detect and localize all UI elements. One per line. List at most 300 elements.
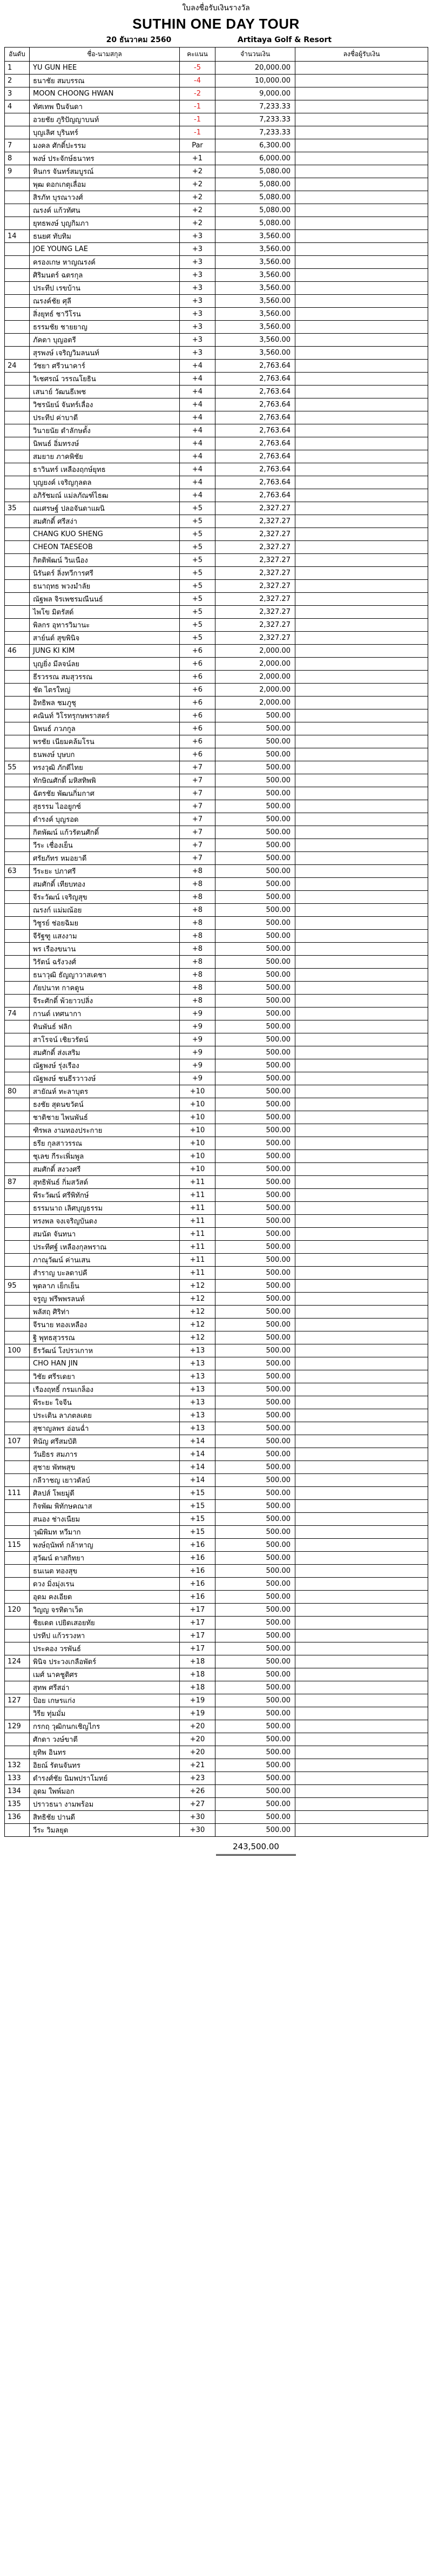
rank-cell: [5, 1202, 30, 1215]
rank-cell: 129: [5, 1720, 30, 1733]
signature-cell[interactable]: [295, 1422, 428, 1435]
signature-cell[interactable]: [295, 1785, 428, 1798]
signature-cell[interactable]: [295, 1746, 428, 1759]
rank-cell: [5, 1552, 30, 1565]
table-row: [5, 1785, 428, 1798]
signature-cell[interactable]: [295, 1267, 428, 1280]
player-name-cell: ป้อย เกษรแก่ง: [30, 1694, 180, 1707]
signature-cell[interactable]: [295, 126, 428, 139]
table-row: [5, 75, 428, 87]
signature-cell[interactable]: [295, 152, 428, 165]
signature-cell[interactable]: [295, 645, 428, 658]
player-name-cell: ธนยศ ทับทิม: [30, 230, 180, 243]
signature-cell[interactable]: [295, 1642, 428, 1655]
signature-cell[interactable]: [295, 1396, 428, 1409]
prize-amount-cell: 500.00: [215, 1344, 295, 1357]
table-row: [5, 334, 428, 347]
player-name-cell: ประทีป ค่าบาดี: [30, 411, 180, 424]
signature-cell[interactable]: [295, 398, 428, 411]
signature-cell[interactable]: [295, 1526, 428, 1539]
table-row: [5, 450, 428, 463]
player-name-cell: ณรงค์ชัย ศุลี: [30, 295, 180, 308]
prize-amount-cell: 2,000.00: [215, 671, 295, 684]
prize-amount-cell: 500.00: [215, 1189, 295, 1202]
signature-cell[interactable]: [295, 437, 428, 450]
prize-amount-cell: 5,080.00: [215, 165, 295, 178]
player-name-cell: วันยิธร สมภาร: [30, 1448, 180, 1461]
prize-amount-cell: 500.00: [215, 1111, 295, 1124]
rank-cell: [5, 554, 30, 567]
rank-cell: 8: [5, 152, 30, 165]
signature-cell[interactable]: [295, 100, 428, 113]
signature-cell[interactable]: [295, 735, 428, 748]
score-cell: +30: [180, 1824, 215, 1837]
player-name-cell: วิชัย ศรีรเดยา: [30, 1370, 180, 1383]
signature-cell[interactable]: [295, 502, 428, 515]
signature-cell[interactable]: [295, 411, 428, 424]
signature-cell[interactable]: [295, 1668, 428, 1681]
signature-cell[interactable]: [295, 528, 428, 541]
signature-cell[interactable]: [295, 1474, 428, 1487]
signature-cell[interactable]: [295, 1111, 428, 1124]
prize-amount-cell: 500.00: [215, 1785, 295, 1798]
table-row: [5, 1319, 428, 1331]
rank-cell: [5, 386, 30, 398]
score-cell: +5: [180, 528, 215, 541]
signature-cell[interactable]: [295, 282, 428, 295]
score-cell: +4: [180, 411, 215, 424]
signature-cell[interactable]: [295, 321, 428, 334]
signature-cell[interactable]: [295, 839, 428, 852]
signature-cell[interactable]: [295, 1124, 428, 1137]
table-row: [5, 813, 428, 826]
prize-amount-cell: 500.00: [215, 1280, 295, 1293]
score-cell: +3: [180, 269, 215, 282]
rank-cell: [5, 1513, 30, 1526]
rank-cell: [5, 437, 30, 450]
table-row: [5, 295, 428, 308]
signature-cell[interactable]: [295, 256, 428, 269]
player-name-cell: ประทีศฐ์ เหลืองกุลพราณ: [30, 1241, 180, 1254]
rank-cell: 63: [5, 865, 30, 878]
score-cell: +12: [180, 1280, 215, 1293]
prize-amount-cell: 3,560.00: [215, 243, 295, 256]
rank-cell: 134: [5, 1785, 30, 1798]
table-row: [5, 606, 428, 619]
signature-cell[interactable]: [295, 800, 428, 813]
signature-cell[interactable]: [295, 1319, 428, 1331]
score-cell: +2: [180, 204, 215, 217]
signature-cell[interactable]: [295, 1487, 428, 1500]
player-name-cell: บุญยงค์ เจริญกุลดล: [30, 476, 180, 489]
rank-cell: [5, 373, 30, 386]
player-name-cell: ศิลปส์ โพยมู่ดี: [30, 1487, 180, 1500]
rank-cell: [5, 878, 30, 891]
table-row: [5, 1344, 428, 1357]
rank-cell: [5, 735, 30, 748]
signature-cell[interactable]: [295, 1759, 428, 1772]
prize-amount-cell: 2,763.64: [215, 386, 295, 398]
signature-cell[interactable]: [295, 1630, 428, 1642]
signature-cell[interactable]: [295, 1500, 428, 1513]
prize-table: [4, 47, 428, 1837]
signature-cell[interactable]: [295, 684, 428, 697]
prize-amount-cell: 2,000.00: [215, 684, 295, 697]
signature-cell[interactable]: [295, 1681, 428, 1694]
player-name-cell: ศรัยภัทร หมอยาดี: [30, 852, 180, 865]
rank-cell: [5, 684, 30, 697]
player-name-cell: ธีรวรรณ สมสุวรรณ: [30, 671, 180, 684]
table-row: [5, 1474, 428, 1487]
table-row: [5, 165, 428, 178]
signature-cell[interactable]: [295, 75, 428, 87]
signature-cell[interactable]: [295, 1798, 428, 1811]
rank-cell: [5, 839, 30, 852]
signature-cell[interactable]: [295, 489, 428, 502]
signature-cell[interactable]: [295, 1202, 428, 1215]
prize-amount-cell: 500.00: [215, 1448, 295, 1461]
score-cell: +14: [180, 1448, 215, 1461]
prize-amount-cell: 3,560.00: [215, 308, 295, 321]
table-row: [5, 658, 428, 671]
signature-cell[interactable]: [295, 1655, 428, 1668]
score-cell: +9: [180, 1033, 215, 1046]
rank-cell: [5, 1228, 30, 1241]
table-row: [5, 282, 428, 295]
score-cell: +8: [180, 969, 215, 982]
score-cell: +5: [180, 593, 215, 606]
signature-cell[interactable]: [295, 1306, 428, 1319]
prize-amount-cell: 500.00: [215, 1163, 295, 1176]
signature-cell[interactable]: [295, 308, 428, 321]
table-row: [5, 541, 428, 554]
signature-cell[interactable]: [295, 541, 428, 554]
signature-cell[interactable]: [295, 515, 428, 528]
signature-cell[interactable]: [295, 1435, 428, 1448]
player-name-cell: สุรพงษ์ เจริญวิมลนนท์: [30, 347, 180, 360]
rank-cell: [5, 943, 30, 956]
prize-amount-cell: 2,327.27: [215, 541, 295, 554]
player-name-cell: สาโรจน์ เชิยวรัตน์: [30, 1033, 180, 1046]
table-row: [5, 684, 428, 697]
signature-cell[interactable]: [295, 1461, 428, 1474]
signature-cell[interactable]: [295, 813, 428, 826]
signature-cell[interactable]: [295, 1059, 428, 1072]
signature-cell[interactable]: [295, 774, 428, 787]
signature-cell[interactable]: [295, 1046, 428, 1059]
rank-cell: [5, 787, 30, 800]
signature-cell[interactable]: [295, 347, 428, 360]
table-row: [5, 1448, 428, 1461]
rank-cell: [5, 476, 30, 489]
prize-amount-cell: 500.00: [215, 709, 295, 722]
signature-cell[interactable]: [295, 360, 428, 373]
signature-cell[interactable]: [295, 87, 428, 100]
signature-cell[interactable]: [295, 1137, 428, 1150]
signature-cell[interactable]: [295, 1008, 428, 1020]
signature-cell[interactable]: [295, 1150, 428, 1163]
score-cell: +3: [180, 334, 215, 347]
rank-cell: 46: [5, 645, 30, 658]
signature-cell[interactable]: [295, 852, 428, 865]
table-row: [5, 1008, 428, 1020]
player-name-cell: ยุทิพ อินทร: [30, 1746, 180, 1759]
rank-cell: [5, 334, 30, 347]
signature-cell[interactable]: [295, 269, 428, 282]
signature-cell[interactable]: [295, 865, 428, 878]
signature-cell[interactable]: [295, 1189, 428, 1202]
score-cell: +9: [180, 1072, 215, 1085]
score-cell: -1: [180, 100, 215, 113]
signature-cell[interactable]: [295, 982, 428, 995]
signature-cell[interactable]: [295, 917, 428, 930]
signature-cell[interactable]: [295, 1578, 428, 1591]
table-row: [5, 1163, 428, 1176]
signature-cell[interactable]: [295, 658, 428, 671]
signature-cell[interactable]: [295, 567, 428, 580]
player-name-cell: ภาณุวัฒน์ ค่านเสน: [30, 1254, 180, 1267]
table-row: [5, 1072, 428, 1085]
player-name-cell: ประเติน ลาภตลเดย: [30, 1409, 180, 1422]
column-header-signature: ลงชื่อผู้รับเงิน: [295, 48, 428, 62]
document-subtitle: ใบลงชื่อรับเงินรางวัล: [182, 4, 250, 12]
signature-cell[interactable]: [295, 1824, 428, 1837]
rank-cell: [5, 1241, 30, 1254]
player-name-cell: พงษ์ฤนัพท์ กล้าหาญ: [30, 1539, 180, 1552]
table-row: [5, 113, 428, 126]
signature-cell[interactable]: [295, 295, 428, 308]
signature-cell[interactable]: [295, 424, 428, 437]
score-cell: +4: [180, 424, 215, 437]
player-name-cell: วิรีย ทุ่มมั่ม: [30, 1707, 180, 1720]
player-name-cell: ณัฐพงษ์ ชนธีรวาวงษ์: [30, 1072, 180, 1085]
player-name-cell: ธาวินทร์ เหลืองฤกษ์ยุทธ: [30, 463, 180, 476]
signature-cell[interactable]: [295, 373, 428, 386]
signature-cell[interactable]: [295, 1072, 428, 1085]
signature-cell[interactable]: [295, 1370, 428, 1383]
player-name-cell: มงคล ศักดิ์ปะรรม: [30, 139, 180, 152]
table-row: [5, 256, 428, 269]
prize-amount-cell: 500.00: [215, 878, 295, 891]
signature-cell[interactable]: [295, 476, 428, 489]
signature-cell[interactable]: [295, 139, 428, 152]
signature-cell[interactable]: [295, 580, 428, 593]
prize-amount-cell: 500.00: [215, 735, 295, 748]
signature-cell[interactable]: [295, 1772, 428, 1785]
rank-cell: [5, 1331, 30, 1344]
signature-cell[interactable]: [295, 930, 428, 943]
table-row: [5, 1655, 428, 1668]
score-cell: +6: [180, 722, 215, 735]
signature-cell[interactable]: [295, 191, 428, 204]
prize-amount-cell: 500.00: [215, 1733, 295, 1746]
prize-amount-cell: 500.00: [215, 1293, 295, 1306]
signature-cell[interactable]: [295, 1331, 428, 1344]
player-name-cell: สมศักดิ์ สงวงศรี: [30, 1163, 180, 1176]
player-name-cell: สมศักดิ์ เทียบทอง: [30, 878, 180, 891]
signature-cell[interactable]: [295, 463, 428, 476]
signature-cell[interactable]: [295, 217, 428, 230]
signature-cell[interactable]: [295, 554, 428, 567]
signature-cell[interactable]: [295, 697, 428, 709]
score-cell: +8: [180, 865, 215, 878]
signature-cell[interactable]: [295, 748, 428, 761]
signature-cell[interactable]: [295, 1707, 428, 1720]
player-name-cell: จีรนาย ทองเหลือง: [30, 1319, 180, 1331]
table-row: [5, 632, 428, 645]
signature-cell[interactable]: [295, 761, 428, 774]
signature-cell[interactable]: [295, 943, 428, 956]
signature-cell[interactable]: [295, 1733, 428, 1746]
prize-amount-cell: 500.00: [215, 1798, 295, 1811]
score-cell: +5: [180, 554, 215, 567]
signature-cell[interactable]: [295, 178, 428, 191]
signature-cell[interactable]: [295, 1383, 428, 1396]
signature-cell[interactable]: [295, 1163, 428, 1176]
signature-cell[interactable]: [295, 62, 428, 75]
signature-cell[interactable]: [295, 450, 428, 463]
table-row: [5, 126, 428, 139]
player-name-cell: พุดลาภ เย็กเย็น: [30, 1280, 180, 1293]
player-name-cell: ครองเกษ หาญณรงค์: [30, 256, 180, 269]
signature-cell[interactable]: [295, 632, 428, 645]
prize-amount-cell: 500.00: [215, 1461, 295, 1474]
signature-cell[interactable]: [295, 1448, 428, 1461]
score-cell: +8: [180, 930, 215, 943]
player-name-cell: ณเศรษฐ์ ปลอจันดาแผนิ: [30, 502, 180, 515]
signature-cell[interactable]: [295, 1293, 428, 1306]
signature-cell[interactable]: [295, 1033, 428, 1046]
signature-cell[interactable]: [295, 956, 428, 969]
score-cell: +4: [180, 386, 215, 398]
signature-cell[interactable]: [295, 386, 428, 398]
signature-cell[interactable]: [295, 787, 428, 800]
prize-amount-cell: 5,080.00: [215, 178, 295, 191]
table-row: [5, 1150, 428, 1163]
table-row: [5, 411, 428, 424]
table-row: [5, 424, 428, 437]
signature-cell[interactable]: [295, 1228, 428, 1241]
signature-cell[interactable]: [295, 878, 428, 891]
signature-cell[interactable]: [295, 606, 428, 619]
signature-cell[interactable]: [295, 671, 428, 684]
player-name-cell: กิตพัฒน์ แก้วรัตนศักดิ์: [30, 826, 180, 839]
signature-cell[interactable]: [295, 1344, 428, 1357]
signature-cell[interactable]: [295, 969, 428, 982]
table-row: [5, 321, 428, 334]
rank-cell: [5, 489, 30, 502]
prize-amount-cell: 7,233.33: [215, 126, 295, 139]
score-cell: +4: [180, 437, 215, 450]
signature-cell[interactable]: [295, 1617, 428, 1630]
rank-cell: 124: [5, 1655, 30, 1668]
player-name-cell: ฐิ พุทธสุวรรณ: [30, 1331, 180, 1344]
signature-cell[interactable]: [295, 1811, 428, 1824]
signature-cell[interactable]: [295, 826, 428, 839]
signature-cell[interactable]: [295, 619, 428, 632]
table-row: [5, 1085, 428, 1098]
player-name-cell: วิชรนัยน์ จันทร์เลื่อง: [30, 398, 180, 411]
score-cell: +7: [180, 800, 215, 813]
signature-cell[interactable]: [295, 1552, 428, 1565]
table-row: [5, 1059, 428, 1072]
signature-cell[interactable]: [295, 1539, 428, 1552]
rank-cell: 132: [5, 1759, 30, 1772]
signature-cell[interactable]: [295, 334, 428, 347]
prize-amount-cell: 500.00: [215, 1435, 295, 1448]
rank-cell: [5, 450, 30, 463]
score-cell: +8: [180, 891, 215, 904]
signature-cell[interactable]: [295, 593, 428, 606]
signature-cell[interactable]: [295, 1357, 428, 1370]
signature-cell[interactable]: [295, 1241, 428, 1254]
signature-cell[interactable]: [295, 1280, 428, 1293]
rank-cell: 14: [5, 230, 30, 243]
signature-cell[interactable]: [295, 1020, 428, 1033]
signature-cell[interactable]: [295, 1098, 428, 1111]
signature-cell[interactable]: [295, 1085, 428, 1098]
signature-cell[interactable]: [295, 722, 428, 735]
signature-cell[interactable]: [295, 1565, 428, 1578]
rank-cell: [5, 891, 30, 904]
player-name-cell: สิทธิชัย ปานดี: [30, 1811, 180, 1824]
signature-cell[interactable]: [295, 1254, 428, 1267]
table-row: [5, 697, 428, 709]
player-name-cell: พงษ์ ประจักษ์ธนาทร: [30, 152, 180, 165]
signature-cell[interactable]: [295, 1409, 428, 1422]
prize-amount-cell: 5,080.00: [215, 191, 295, 204]
player-name-cell: กรกฤ วุฒิกนกเชิญไกร: [30, 1720, 180, 1733]
signature-cell[interactable]: [295, 1720, 428, 1733]
table-row: [5, 995, 428, 1008]
table-row: [5, 373, 428, 386]
signature-cell[interactable]: [295, 709, 428, 722]
signature-cell[interactable]: [295, 904, 428, 917]
signature-cell[interactable]: [295, 995, 428, 1008]
signature-cell[interactable]: [295, 204, 428, 217]
signature-cell[interactable]: [295, 113, 428, 126]
score-cell: +6: [180, 645, 215, 658]
score-cell: +4: [180, 476, 215, 489]
player-name-cell: ฉัตรชัย พัฒนกิ่มกาศ: [30, 787, 180, 800]
table-row: [5, 1746, 428, 1759]
table-body: [5, 62, 428, 1837]
table-row: [5, 671, 428, 684]
signature-cell[interactable]: [295, 1604, 428, 1617]
table-row: [5, 1098, 428, 1111]
score-cell: +13: [180, 1396, 215, 1409]
table-header-row: [5, 48, 428, 62]
signature-cell[interactable]: [295, 243, 428, 256]
rank-cell: [5, 1642, 30, 1655]
signature-cell[interactable]: [295, 891, 428, 904]
signature-cell[interactable]: [295, 230, 428, 243]
signature-cell[interactable]: [295, 1591, 428, 1604]
player-name-cell: สิรภัท บุรณาวงศ์: [30, 191, 180, 204]
player-name-cell: ประคอง วรพันธ์: [30, 1642, 180, 1655]
rank-cell: [5, 321, 30, 334]
rank-cell: [5, 1630, 30, 1642]
signature-cell[interactable]: [295, 1694, 428, 1707]
table-row: [5, 956, 428, 969]
signature-cell[interactable]: [295, 1513, 428, 1526]
signature-cell[interactable]: [295, 1176, 428, 1189]
score-cell: +7: [180, 761, 215, 774]
signature-cell[interactable]: [295, 1215, 428, 1228]
score-cell: +17: [180, 1617, 215, 1630]
rank-cell: [5, 632, 30, 645]
signature-cell[interactable]: [295, 165, 428, 178]
